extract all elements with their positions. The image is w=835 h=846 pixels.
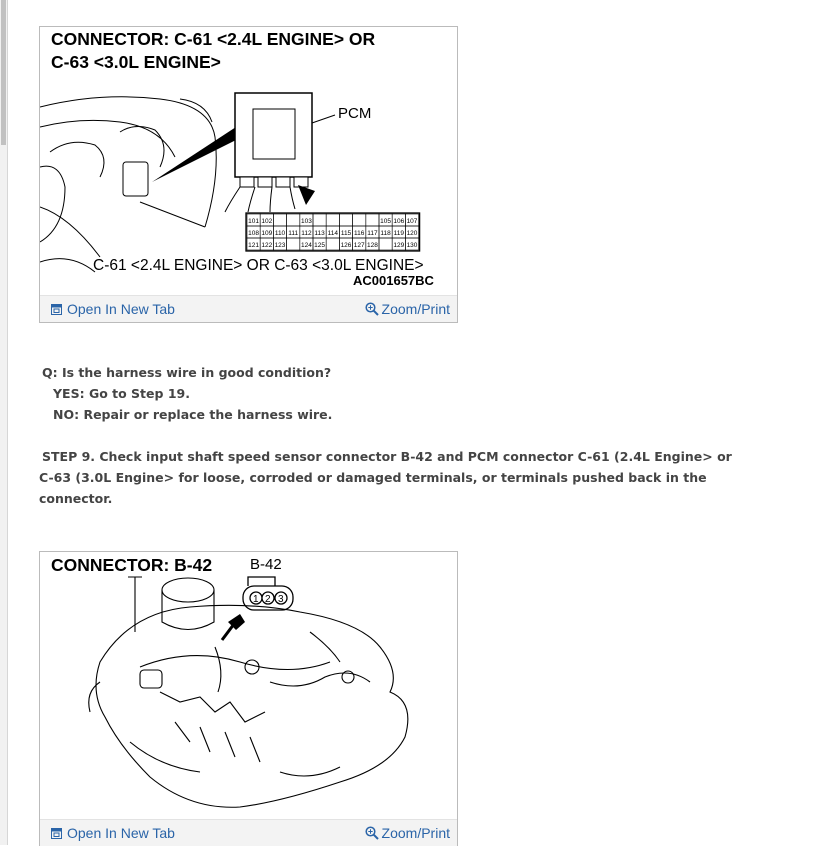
pcm-connector-diagram — [40, 27, 457, 294]
pin-number: 116 — [354, 230, 365, 237]
pin-number: 117 — [367, 230, 378, 237]
pin-number: 112 — [301, 230, 312, 237]
pin-grid — [246, 213, 420, 251]
new-tab-icon — [51, 304, 62, 315]
zoom-print-label: Zoom/Print — [381, 301, 450, 317]
pin-number: 120 — [406, 230, 418, 237]
open-in-new-tab-label: Open In New Tab — [67, 301, 175, 317]
open-in-new-tab-link[interactable] — [51, 825, 175, 841]
figure-pcm-connector — [39, 26, 458, 323]
figure-title-line2: C-63 <3.0L ENGINE> — [51, 52, 221, 72]
pin-number: 118 — [380, 230, 391, 237]
zoom-print-label: Zoom/Print — [381, 825, 450, 841]
pin-number: 130 — [406, 242, 418, 249]
zoom-icon — [365, 826, 379, 840]
figure-title-line1: CONNECTOR: C-61 <2.4L ENGINE> OR — [51, 29, 376, 49]
scrollbar-thumb[interactable] — [1, 0, 6, 145]
pin-number: 125 — [314, 242, 326, 249]
pin-number: 103 — [300, 218, 312, 225]
pin-number: 114 — [327, 230, 338, 237]
pin-number: 127 — [353, 242, 365, 249]
b42-label: B-42 — [250, 556, 282, 573]
figure-toolbar — [40, 295, 457, 322]
new-tab-icon — [51, 828, 62, 839]
step9-line2: C-63 (3.0L Engine> for loose, corroded or damaged terminals, or terminals pushed back in the — [39, 470, 707, 485]
pin-number: 108 — [248, 230, 260, 237]
page-scrollbar[interactable] — [0, 0, 8, 845]
figure-b42-connector — [39, 551, 458, 846]
figure2-toolbar — [40, 819, 457, 846]
figure-code: AC001657BC — [353, 273, 434, 288]
question-block — [39, 362, 332, 425]
pin-number: 124 — [300, 242, 312, 249]
pin-number: 101 — [248, 218, 260, 225]
pin-number: 107 — [406, 218, 418, 225]
pin-1: 1 — [253, 594, 259, 605]
pin-number: 123 — [274, 242, 286, 249]
pin-2: 2 — [265, 594, 271, 605]
zoom-icon — [365, 302, 379, 316]
open-in-new-tab-label: Open In New Tab — [67, 825, 175, 841]
pin-number: 126 — [340, 242, 352, 249]
pin-number: 119 — [393, 230, 404, 237]
open-in-new-tab-link[interactable] — [51, 301, 175, 317]
zoom-print-link[interactable] — [365, 301, 450, 317]
step9-line3: connector. — [39, 491, 113, 506]
pin-number: 102 — [261, 218, 273, 225]
answer-no: NO: Repair or replace the harness wire. — [53, 407, 333, 422]
pin-number: 115 — [340, 230, 352, 237]
pin-number: 121 — [248, 242, 260, 249]
pin-number: 128 — [366, 242, 378, 249]
zoom-print-link[interactable] — [365, 825, 450, 841]
pin-number: 110 — [274, 230, 286, 237]
pin-number: 105 — [380, 218, 392, 225]
pin-number: 111 — [288, 230, 299, 237]
step-9-block — [39, 446, 732, 509]
pin-number: 129 — [393, 242, 405, 249]
question-text: Q: Is the harness wire in good condition? — [42, 365, 332, 380]
pin-number: 106 — [393, 218, 405, 225]
figure-caption: C-61 <2.4L ENGINE> OR C-63 <3.0L ENGINE> — [93, 257, 424, 274]
pcm-label: PCM — [338, 105, 372, 122]
answer-yes: YES: Go to Step 19. — [53, 386, 190, 401]
pin-3: 3 — [278, 594, 284, 605]
figure2-title: CONNECTOR: B-42 — [51, 555, 213, 575]
pin-number: 109 — [261, 230, 273, 237]
b42-connector-diagram — [40, 552, 457, 819]
pin-number: 122 — [261, 242, 273, 249]
step9-line1: STEP 9. Check input shaft speed sensor connector B-42 and PCM connector C-61 (2.4L Engine> or — [42, 449, 732, 464]
pin-number: 113 — [314, 230, 325, 237]
